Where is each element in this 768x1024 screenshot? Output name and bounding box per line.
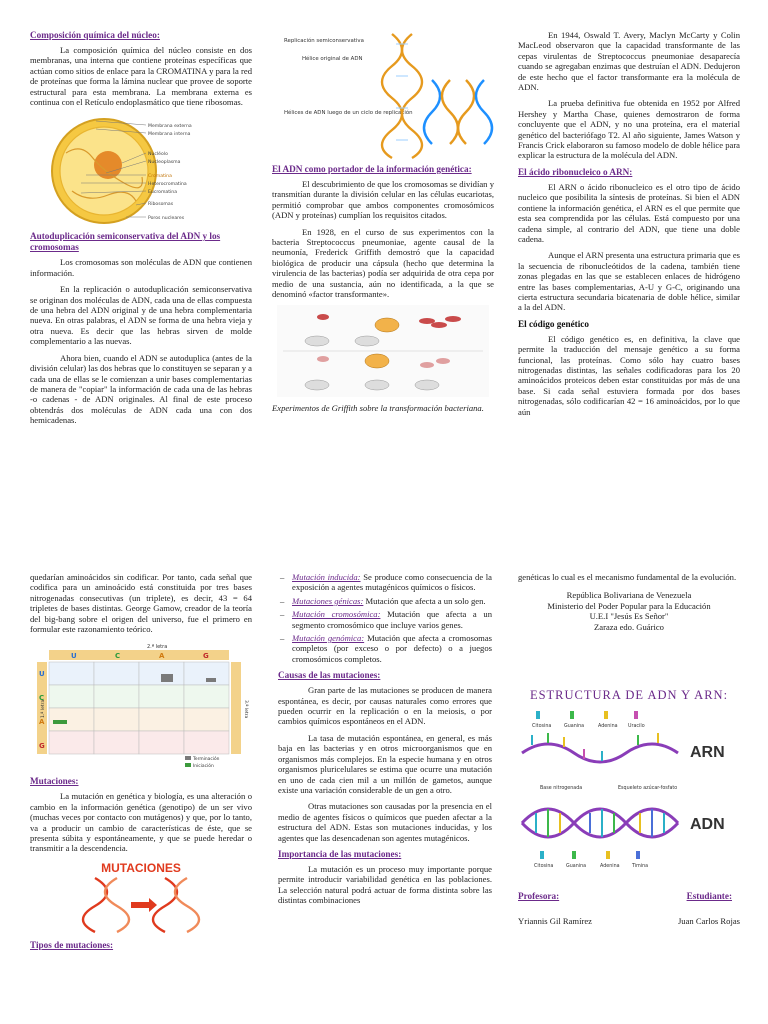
base-g: G bbox=[203, 652, 209, 661]
heading-mutations: Mutaciones: bbox=[30, 776, 79, 787]
base-label: Guanina bbox=[564, 724, 585, 730]
dna-rna-structure-figure bbox=[518, 705, 740, 881]
replication-figure bbox=[272, 30, 494, 158]
paragraph: El ARN o ácido ribonucleico es el otro tipo de ácido nucleico que posibilita la síntesis de proteínas. Si bien el ADN contiene la información genética, el ARN es el que permite que esta sea comprendida por las células. Está compuesto por una cadena simple, al contrario del ADN, que tiene una doble cadena. bbox=[518, 181, 740, 244]
mid-label: Base nitrogenada bbox=[540, 786, 583, 792]
institution-line: Ministerio del Poder Popular para la Educación bbox=[547, 600, 711, 611]
arn-label: ARN bbox=[690, 744, 725, 762]
base-label: Citosina bbox=[532, 724, 552, 730]
heading-mutation-importance: Importancia de las mutaciones: bbox=[278, 848, 402, 859]
teacher-label: Profesora: bbox=[518, 891, 560, 902]
paragraph: La prueba definitiva fue obtenida en 1952 por Alfred Hershey y Martha Chase, quienes demostraron de forma concluyente que el ADN, y no una proteína, era el material genético del bacteriófago T2. Al año siguiente, James Watson y Francis Crick elaboraron su famoso modelo de doble hélice para explicar la estructura de la molécula del ADN. bbox=[518, 98, 740, 161]
adn-label: ADN bbox=[690, 816, 725, 834]
base-a: A bbox=[159, 652, 165, 661]
paragraph: La composición química del núcleo consiste en dos membranas, una interna que contiene proteínas específicas que actúan como sitios de enlace para la CROMATINA y para la red de proteínas que forma la lámina nuclear que provee de soporte estructural para esta membrana. La membrana externa es continua con el Retículo endoplasmático que tiene ribosomas. bbox=[30, 45, 252, 108]
panel-dna-genetic-info bbox=[272, 30, 494, 510]
paragraph: La mutación es un proceso muy importante porque permite introducir variabilidad genética en las poblaciones. La selección natural podrá actuar de forma distinta sobre las distintas combinaciones bbox=[278, 863, 492, 906]
cell-label: Nucleoplasma bbox=[148, 160, 181, 166]
paragraph: La mutación en genética y biología, es una alteración o cambio en la información genética (genotipo) de un ser vivo (muchas veces por contacto con mutágenos) y que, por lo tanto, va a producir un cambio de características de éste, que se presenta súbita y espontáneamente, y que se puede heredar o transmitir a la descendencia. bbox=[30, 791, 252, 854]
mutation-types-list bbox=[278, 572, 492, 664]
cover-title: ESTRUCTURA DE ADN Y ARN: bbox=[529, 688, 729, 703]
institution-line: U.E.I "Jesús Es Señor" bbox=[589, 611, 669, 622]
base-label: Adenina bbox=[598, 724, 618, 730]
fig-label: Hélice original de ADN bbox=[302, 56, 363, 62]
cell-label: Poros nucleares bbox=[148, 216, 185, 222]
paragraph: Gran parte de las mutaciones se producen de manera espontánea, es decir, por causas naturales como errores que pueden ocurrir en la replicación o en la meiosis, o por cambios químicos espontáneos en el ADN. bbox=[278, 685, 492, 727]
base-label: Citosina bbox=[534, 864, 554, 870]
signature-names bbox=[518, 916, 740, 926]
base-a: A bbox=[39, 718, 45, 727]
heading-arn: El ácido ribonucleico o ARN: bbox=[518, 166, 633, 177]
list-item: – Mutación genómica: Mutación que afecta a cromosomas completos (por exceso o por defecto) o a juegos cromosómicos completos. bbox=[292, 633, 492, 664]
paragraph: El código genético es, en definitiva, la clave que permite la traducción del mensaje genético a su forma funcional, las proteínas. Como sólo hay cuatro bases nitrogenadas distintas, las señales codificadoras para los 20 aminoácidos proteicos deben estar constituidas por más de una base. Si cada señal estuviera formada por dos bases nitrogenadas, sólo codificarían 42 = 16 aminoácidos, por lo que aún bbox=[518, 333, 740, 417]
cell-label: Membrana externa bbox=[148, 124, 192, 130]
cell-label: Nucléolo bbox=[148, 152, 168, 158]
signature-labels bbox=[518, 891, 740, 902]
paragraph: En la replicación o autoduplicación semiconservativa se originan dos moléculas de ADN, cada una de ellas compuesta de una hebra del ADN original y de una hebra complementaria nueva. En otras palabras, el ADN se forma de una hebra vieja y otra nueva. Es decir que las hebras sirven de molde complementario a las nuevas. bbox=[30, 284, 252, 347]
figure-caption: Experimentos de Griffith sobre la transformación bacteriana. bbox=[272, 403, 484, 414]
teacher-name: Yriannis Gil Ramírez bbox=[518, 916, 592, 927]
legend-stop: Terminación bbox=[193, 757, 220, 763]
paragraph: La tasa de mutación espontánea, en general, es más baja en las bacterias y en otros microorganismos que en organismos más complejos. En la especie humana y en otros organismos pluricelulares se estima que ocurre una mutación en uno de cada cien mil a un millón de gametos, aunque existe una variación considerable de un gen a otro. bbox=[278, 732, 492, 795]
institution-block bbox=[518, 590, 740, 632]
list-item: – Mutación cromosómica: Mutación que afecta a un segmento cromosómico que incluye varios genes. bbox=[292, 609, 492, 630]
panel-mutations bbox=[30, 572, 252, 1024]
paragraph: Otras mutaciones son causadas por la presencia en el medio de agentes físicos o químicos que pueden afectar a la estructura del ADN. Estas son mutaciones inducidas, y los agentes que las desencadenan son agentes mutagénicos. bbox=[278, 801, 492, 843]
legend-start: Iniciación bbox=[193, 764, 214, 770]
heading-dna-carrier: El ADN como portador de la información genética: bbox=[272, 164, 472, 174]
heading-mutation-types: Tipos de mutaciones: bbox=[30, 939, 114, 950]
institution-line: República Bolivariana de Venezuela bbox=[566, 590, 692, 601]
list-item: – Mutaciones génicas: Mutación que afecta a un solo gen. bbox=[292, 596, 492, 606]
panel-mutation-causes bbox=[278, 572, 492, 1024]
cell-nucleus-figure bbox=[36, 113, 246, 225]
mutations-title: MUTACIONES bbox=[101, 860, 181, 875]
list-item: – Mutación inducida: Se produce como consecuencia de la exposición a agentes mutagénicos químicos o físicos. bbox=[292, 572, 492, 593]
heading-nucleus-composition: Composición química del núcleo: bbox=[30, 30, 160, 40]
paragraph: El descubrimiento de que los cromosomas se dividían y transmitían durante la división celular en las células eucariotas, permitió comprobar que ambos componentes cromosómicos (ADN y proteínas) cumplían los requisitos citados. bbox=[272, 179, 494, 221]
fig-label: Hélices de ADN luego de un ciclo de replicación bbox=[284, 110, 413, 116]
mid-label: Esqueleto azúcar-fosfato bbox=[618, 786, 678, 792]
mutations-figure bbox=[71, 860, 211, 934]
paragraph: Los cromosomas son moléculas de ADN que contienen información. bbox=[30, 257, 252, 278]
side-label-first: 1.ª letra bbox=[41, 700, 46, 719]
base-u: U bbox=[71, 652, 77, 661]
table-title: 2.ª letra bbox=[147, 644, 168, 651]
cell-label: Heterocromatina bbox=[148, 182, 187, 188]
heading-mutation-causes: Causas de las mutaciones: bbox=[278, 670, 381, 681]
paragraph: Ahora bien, cuando el ADN se autoduplica (antes de la división celular) las dos hebras que lo constituyen se separan y a cada una de ellas se le comienzan a unir bases complementarias de manera de "copiar" la información de cada una de las hebras -o cadenas - de ADN originales. Al final de este proceso obtendrás dos moléculas de ADN cada una con dos hemicadenas. bbox=[30, 352, 252, 426]
base-label: Timina bbox=[632, 864, 649, 870]
paragraph: genéticas lo cual es el mecanismo fundamental de la evolución. bbox=[518, 572, 737, 582]
cell-label: Cromatina bbox=[148, 174, 172, 180]
paragraph: En 1944, Oswald T. Avery, Maclyn McCarty y Colin MacLeod observaron que la capacidad transformante de las cepas virulentas de Streptococcus pneumoniae desaparecía cuando se agregaban enzimas que destruían el ADN. Dedujeron de este hecho que el factor transformante era la molécula de ADN. bbox=[518, 30, 740, 93]
student-label: Estudiante: bbox=[686, 891, 732, 902]
base-c: C bbox=[115, 652, 121, 661]
paragraph: En 1928, en el curso de sus experimentos con la bacteria Streptococcus pneumoniae, agente causal de la neumonía, Frederick Griffith demostró que la capacidad biológica de producir una cápsula (hecho que determina la virulencia de las bacterias) podía ser adquirida de otra cepa por medio de una sustancia, aún no identificada, a la que se denominó «factor transformante». bbox=[272, 226, 494, 300]
fig-label: Replicación semiconservativa bbox=[284, 38, 364, 44]
paragraph: Aunque el ARN presenta una estructura primaria que es la secuencia de ribonucleótidos de la cadena, también tiene zonas plegadas en las que se establecen enlaces de hidrógeno entre las bases complementarias, A-U y G-C, originando una cierta estructura secundaria bicatenaria de doble hélice, similar a la del ADN. bbox=[518, 250, 740, 313]
base-label: Adenina bbox=[600, 864, 620, 870]
genetic-code-table bbox=[35, 640, 247, 770]
cell-label: Eucromatina bbox=[148, 190, 178, 196]
heading-genetic-code: El código genético bbox=[518, 318, 589, 329]
paragraph: quedarían aminoácidos sin codificar. Por tanto, cada señal que codifica para un aminoácido está constituida por tres bases nitrogenadas consecutivas (un triplete), es decir, 43 = 64 tripletes de bases distintas. George Gamow, creador de la teoría del big-bang sobre el origen del universo, fue el primero en formular este razonamiento teórico. bbox=[30, 572, 252, 635]
panel-arn bbox=[518, 30, 740, 510]
base-g: G bbox=[39, 742, 45, 751]
base-c: C bbox=[39, 694, 45, 703]
student-name: Juan Carlos Rojas bbox=[677, 916, 740, 927]
side-label-third: 3.ª letra bbox=[243, 700, 248, 719]
base-u: U bbox=[39, 670, 45, 679]
panel-nucleus bbox=[30, 30, 252, 510]
base-label: Guanina bbox=[566, 864, 587, 870]
institution-line: Zaraza edo. Guárico bbox=[594, 621, 664, 632]
heading-semiconservative: Autoduplicación semiconservativa del ADN y los cromosomas bbox=[30, 231, 221, 253]
base-label: Uracilo bbox=[628, 724, 645, 730]
panel-cover bbox=[518, 572, 740, 1024]
cell-label: Ribosomas bbox=[148, 202, 174, 208]
cell-label: Membrana interna bbox=[148, 132, 191, 138]
griffith-experiment-figure bbox=[277, 305, 489, 397]
